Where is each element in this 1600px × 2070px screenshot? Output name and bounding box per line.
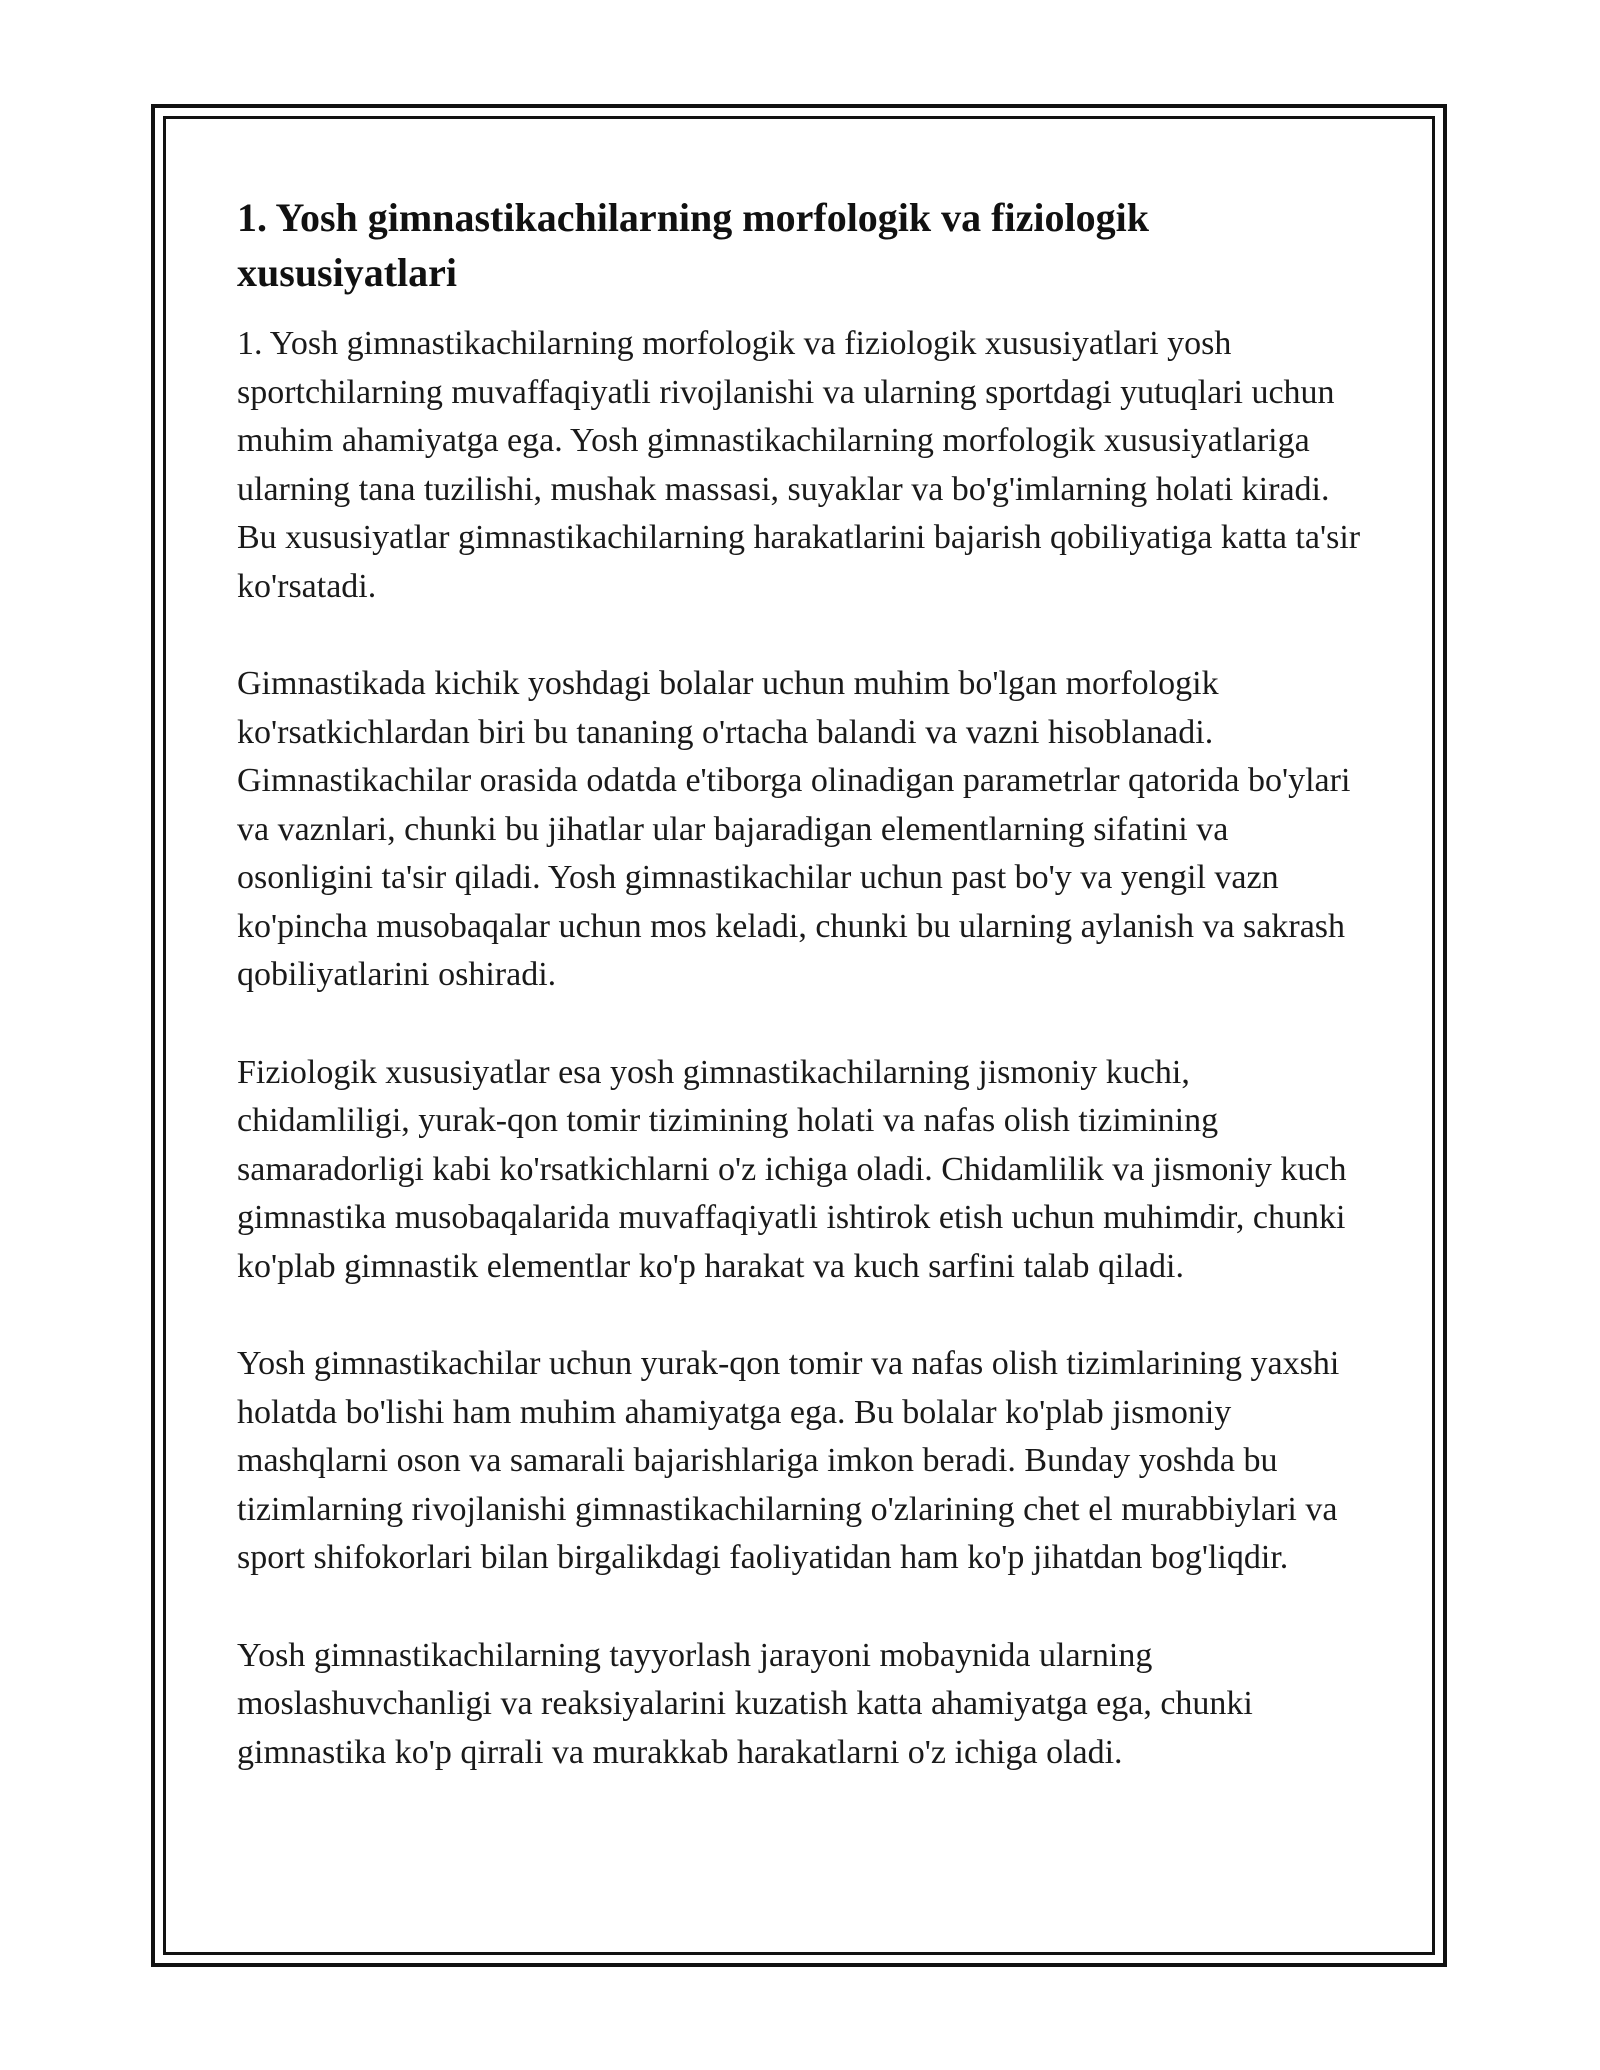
page-title: 1. Yosh gimnastikachilarning morfologik va fiziologik xususiyatlari [237, 195, 1149, 295]
paragraph-3: Fiziologik xususiyatlar esa yosh gimnastikachilarning jismoniy kuchi, chidamliligi, yurak-qon tomir tizimining holati va nafas olish tizimining samaradorligi kabi ko'rsatkichlarni o'z ichiga oladi. Chidamlilik va jismoniy kuch gimnastika musobaqalarida muvaffaqiyatli ishtirok etish uchun muhimdir, chunki ko'plab gimnastik elementlar ko'p harakat va kuch sarfini talab qiladi. [237, 1053, 1347, 1285]
document-body [237, 190, 1367, 1826]
paragraph-5: Yosh gimnastikachilarning tayyorlash jarayoni mobaynida ularning moslashuvchanligi va reaksiyalarini kuzatish katta ahamiyatga ega, chunki gimnastika ko'p qirrali va murakkab harakatlarni o'z ichiga oladi. [237, 1636, 1253, 1771]
paragraph-4: Yosh gimnastikachilar uchun yurak-qon tomir va nafas olish tizimlarining yaxshi holatda bo'lishi ham muhim ahamiyatga ega. Bu bolalar ko'plab jismoniy mashqlarni oson va samarali bajarishlariga imkon beradi. Bunday yoshda bu tizimlarning rivojlanishi gimnastikachilarning o'zlarining chet el murabbiylari va sport shifokorlari bilan birgalikdagi faoliyatidan ham ko'p jihatdan bog'liqdir. [237, 1345, 1340, 1576]
paragraph-1: 1. Yosh gimnastikachilarning morfologik va fiziologik xususiyatlari yosh sportchilarning muvaffaqiyatli rivojlanishi va ularning sportdagi yutuqlari uchun muhim ahamiyatga ega. Yosh gimnastikachilarning morfologik xususiyatlariga ularning tana tuzilishi, mushak massasi, suyaklar va bo'g'imlarning holati kiradi. Bu xususiyatlar gimnastikachilarning harakatlarini bajarish qobiliyatiga katta ta'sir ko'rsatadi. [237, 325, 1361, 605]
paragraph-2: Gimnastikada kichik yoshdagi bolalar uchun muhim bo'lgan morfologik ko'rsatkichlardan biri bu tananing o'rtacha balandi va vazni hisoblanadi. Gimnastikachilar orasida odatda e'tiborga olinadigan parametrlar qatorida bo'ylari va vaznlari, chunki bu jihatlar ular bajaradigan elementlarning sifatini va osonligini ta'sir qiladi. Yosh gimnastikachilar uchun past bo'y va yengil vazn ko'pincha musobaqalar uchun mos keladi, chunki bu ularning aylanish va sakrash qobiliyatlarini oshiradi. [237, 665, 1351, 993]
